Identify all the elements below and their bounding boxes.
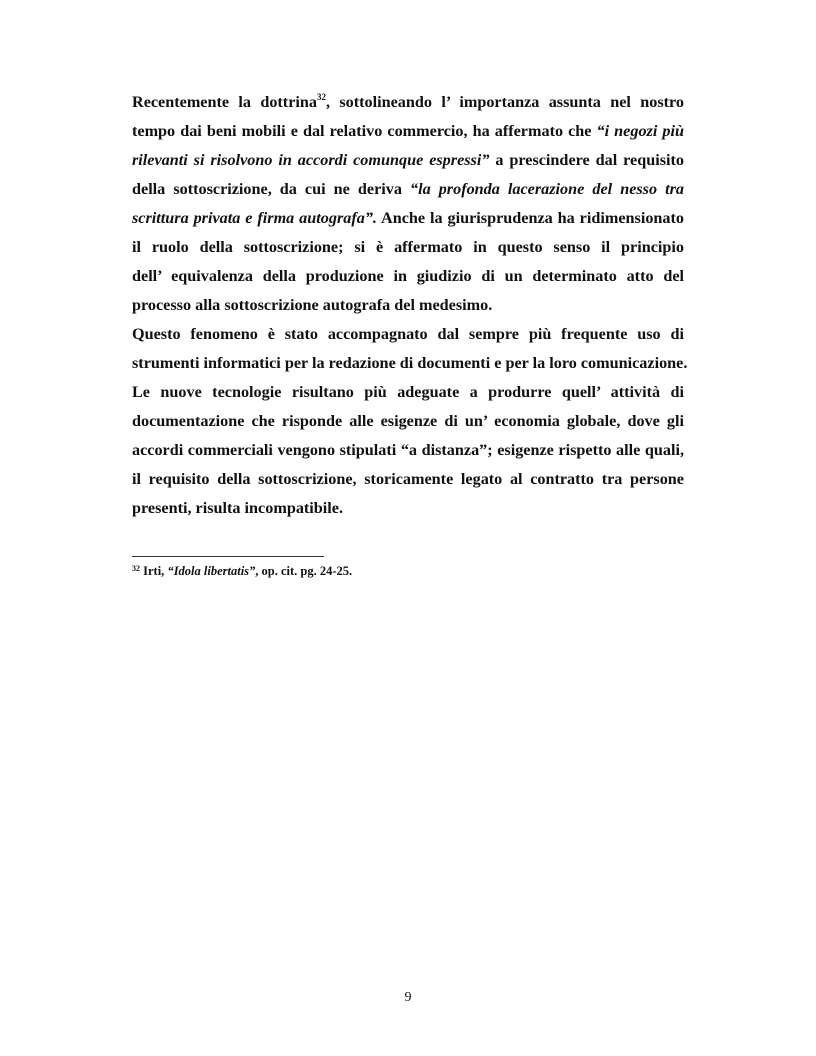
text-line: presenti, risulta incompatibile.: [132, 499, 344, 517]
page-number: 9: [404, 990, 412, 1005]
text-run: Recentemente la dottrina: [132, 93, 317, 111]
paragraph-2: [132, 320, 688, 523]
text-line: accordi commerciali vengono stipulati “a distanza”; esigenze rispetto alle quali,: [132, 441, 684, 459]
text-line: strumenti informatici per la redazione di documenti e per la loro comunicazione.: [132, 354, 688, 372]
text-line: documentazione che risponde alle esigenze di un’ economia globale, dove gli: [132, 412, 684, 430]
text-line: [132, 146, 684, 175]
text-line: Le nuove tecnologie risultano più adeguate a produrre quell’ attività di: [132, 383, 684, 401]
text-run: a prescindere dal requisito: [489, 151, 684, 169]
footnote-reference[interactable]: 32: [316, 92, 326, 102]
quotation: “i negozi più: [596, 122, 684, 140]
footnote-number: 32: [132, 564, 140, 573]
text-run: , sottolineando l’ importanza assunta nel nostro: [325, 93, 684, 111]
quotation: scrittura privata e firma autografa”.: [132, 209, 377, 227]
footnote: [132, 563, 684, 579]
paragraph-1: [132, 88, 684, 320]
text-line: il ruolo della sottoscrizione; si è affermato in questo senso il principio: [132, 238, 684, 256]
footnote-title: “Idola libertatis”: [167, 564, 256, 578]
text-run: Anche la giurisprudenza ha ridimensionato: [376, 209, 685, 227]
footnote-citation: , op. cit. pg. 24-25.: [255, 564, 353, 578]
text-line: [132, 175, 684, 204]
text-line: processo alla sottoscrizione autografa del medesimo.: [132, 296, 493, 314]
text-line: dell’ equivalenza della produzione in giudizio di un determinato atto del: [132, 267, 684, 285]
text-line: [132, 204, 684, 233]
text-line: il requisito della sottoscrizione, storicamente legato al contratto tra persone: [132, 470, 684, 488]
body-text: [132, 88, 688, 523]
text-run: tempo dai beni mobili e dal relativo commercio, ha affermato che: [132, 122, 597, 140]
text-line: [132, 117, 684, 146]
text-run: della sottoscrizione, da cui ne deriva: [132, 180, 410, 198]
footnote-author: Irti,: [140, 564, 168, 578]
quotation: rilevanti si risolvono in accordi comunque espressi”: [132, 151, 490, 169]
text-line: Questo fenomeno è stato accompagnato dal sempre più frequente uso di: [132, 325, 684, 343]
quotation: “la profonda lacerazione del nesso tra: [409, 180, 685, 198]
text-line: [132, 88, 684, 117]
footnote-separator: [132, 556, 324, 557]
